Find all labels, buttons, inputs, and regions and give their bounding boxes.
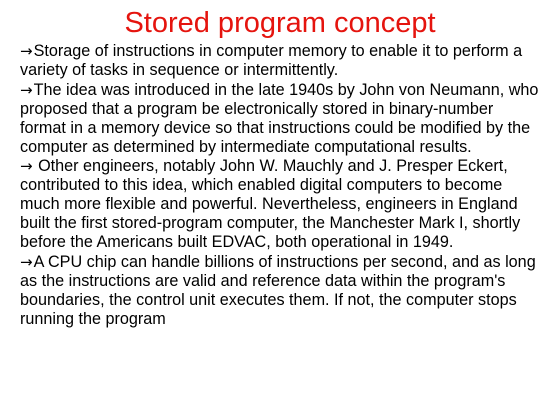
bullet-paragraph-2 bbox=[20, 81, 542, 158]
right-arrow-icon: → bbox=[20, 80, 33, 99]
right-arrow-icon: → bbox=[20, 42, 33, 60]
slide-title: Stored program concept bbox=[124, 7, 436, 39]
right-arrow-icon: → bbox=[20, 252, 33, 271]
bullet-paragraph-3 bbox=[20, 157, 542, 253]
bullet-paragraph-1 bbox=[20, 42, 542, 81]
right-arrow-icon: → bbox=[20, 157, 33, 176]
bullet-text-3: Other engineers, notably John W. Mauchly and J. Presper Eckert, contributed to this idea, which enabled digital computers to become much more flexible and powerful. Nevertheless, engineers in England built the first stored-program computer, the Manchester Mark I, shortly before the Americans built EDVAC, both operational in 1949. bbox=[20, 157, 521, 252]
bullet-text-2: The idea was introduced in the late 1940s by John von Neumann, who proposed that a program be electronically stored in binary-number format in a memory device so that instructions could be modified by the computer as determined by intermediate computational results. bbox=[20, 80, 539, 156]
slide-body bbox=[20, 42, 542, 330]
bullet-paragraph-4 bbox=[20, 253, 542, 330]
bullet-text-1: Storage of instructions in computer memory to enable it to perform a variety of tasks in sequence or intermittently. bbox=[20, 42, 523, 79]
bullet-text-4: A CPU chip can handle billions of instructions per second, and as long as the instructions are valid and reference data within the program's boundaries, the control unit executes them. If not, the computer stops running the program bbox=[20, 252, 536, 328]
